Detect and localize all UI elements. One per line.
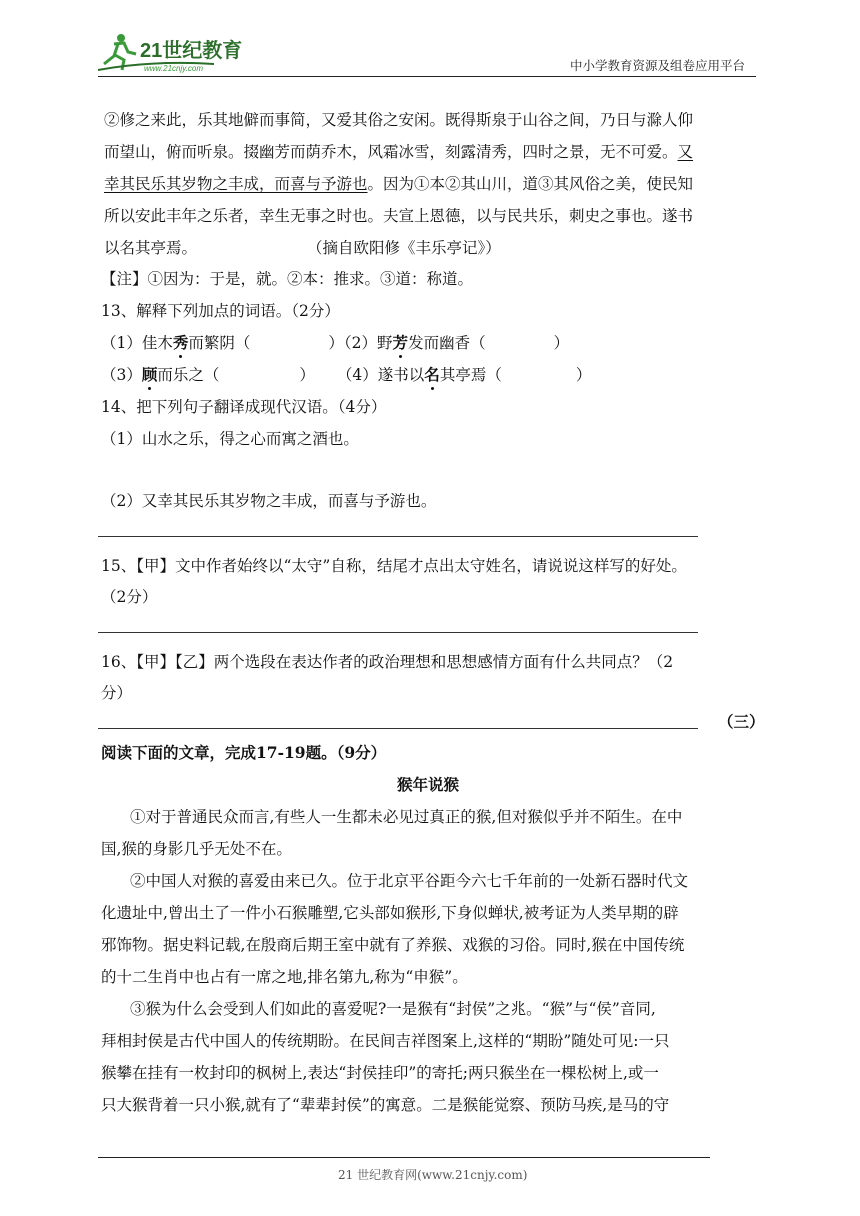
- question-15-line1: 15、【甲】文中作者始终以“太守”自称，结尾才点出太守姓名，请说说这样写的好处。: [101, 557, 687, 575]
- article-line: ②中国人对猴的喜爱由来已久。位于北京平谷距今六七千年前的一处新石器时代文: [130, 872, 689, 890]
- answer-line: [98, 536, 698, 537]
- underlined-sentence: 幸其民乐其岁物之丰成，而喜与予游也: [104, 175, 368, 193]
- site-logo: [94, 30, 264, 76]
- passage-line: 以名其亭焉。 （摘自欧阳修《丰乐亭记》）: [104, 239, 501, 257]
- question-13-row2: （3）顾而乐之（ ） （4）遂书以名其亭焉（ ）: [101, 365, 592, 384]
- answer-line: [98, 728, 698, 729]
- article-line: 国,猴的身影几乎无处不在。: [101, 840, 292, 858]
- platform-name: 中小学教育资源及组卷应用平台: [570, 58, 746, 73]
- question-16-line2: 分）: [101, 684, 133, 702]
- passage-line: 幸其民乐其岁物之丰成，而喜与予游也。因为①本②其山川，道③其风俗之美，使民知: [104, 175, 694, 193]
- section-instruction: 阅读下面的文章，完成17-19题。（9分）: [101, 743, 387, 762]
- passage-note: 【注】①因为：于是，就。②本：推求。③道：称道。: [101, 270, 474, 288]
- article-line: 只大猴背着一只小猴,就有了“辈辈封侯”的寓意。二是猴能觉察、预防马疾,是马的守: [101, 1096, 670, 1114]
- passage-line: ②修之来此，乐其地僻而事简，又爱其俗之安闲。既得斯泉于山谷之间，乃日与滁人仰: [104, 111, 694, 129]
- article-line: 邪饰物。据史料记载,在殷商后期王室中就有了养猴、戏猴的习俗。同时,猴在中国传统: [101, 936, 685, 954]
- logo-text: 21世纪教育: [140, 40, 243, 62]
- article-line: ①对于普通民众而言,有些人一生都未必见过真正的猴,但对猴似乎并不陌生。在中: [130, 808, 683, 826]
- article-line: 的十二生肖中也占有一席之地,排名第九,称为“申猴”。: [101, 968, 468, 986]
- article-line: 拜相封侯是古代中国人的传统期盼。在民间吉祥图案上,这样的“期盼”随处可见:一只: [101, 1032, 670, 1050]
- question-16-line1: 16、【甲】【乙】两个选段在表达作者的政治理想和思想感情方面有什么共同点？（2: [101, 653, 674, 671]
- question-14-sentence-2: （2）又幸其民乐其岁物之丰成，而喜与予游也。: [101, 492, 437, 510]
- header-divider: [98, 76, 756, 77]
- question-14-title: 14、把下列句子翻译成现代汉语。（4分）: [101, 398, 387, 416]
- article-title: 猴年说猴: [397, 775, 460, 794]
- section-marker: （三）: [718, 712, 765, 731]
- passage-source: （摘自欧阳修《丰乐亭记》）: [307, 239, 501, 257]
- question-15-line2: （2分）: [101, 588, 158, 606]
- passage-line: 所以安此丰年之乐者，幸生无事之时也。夫宣上恩德，以与民共乐，刺史之事也。遂书: [104, 207, 694, 225]
- passage-line: 而望山，俯而听泉。掇幽芳而荫乔木，风霜冰雪，刻露清秀，四时之景，无不可爱。又: [104, 143, 694, 161]
- answer-line: [98, 632, 698, 633]
- question-14-sentence-1: （1）山水之乐，得之心而寓之酒也。: [101, 430, 359, 448]
- article-line: ③猴为什么会受到人们如此的喜爱呢?一是猴有“封侯”之兆。“猴”与“侯”音同,: [130, 1000, 656, 1018]
- footer-link[interactable]: 21 世纪教育网(www.21cnjy.com): [338, 1168, 528, 1182]
- article-line: 化遗址中,曾出土了一件小石猴雕塑,它头部如猴形,下身似蝉状,被考证为人类早期的辟: [101, 904, 679, 922]
- question-13-row1: （1）佳木秀而繁阴（ ）（2）野芳发而幽香（ ）: [101, 333, 570, 352]
- article-line: 猴攀在挂有一枚封印的枫树上,表达“封侯挂印”的寄托;两只猴坐在一棵松树上,或一: [101, 1064, 659, 1082]
- footer-divider: [98, 1157, 710, 1158]
- question-13-title: 13、解释下列加点的词语。（2分）: [101, 302, 340, 320]
- logo-url: www.21cnjy.com: [144, 64, 203, 73]
